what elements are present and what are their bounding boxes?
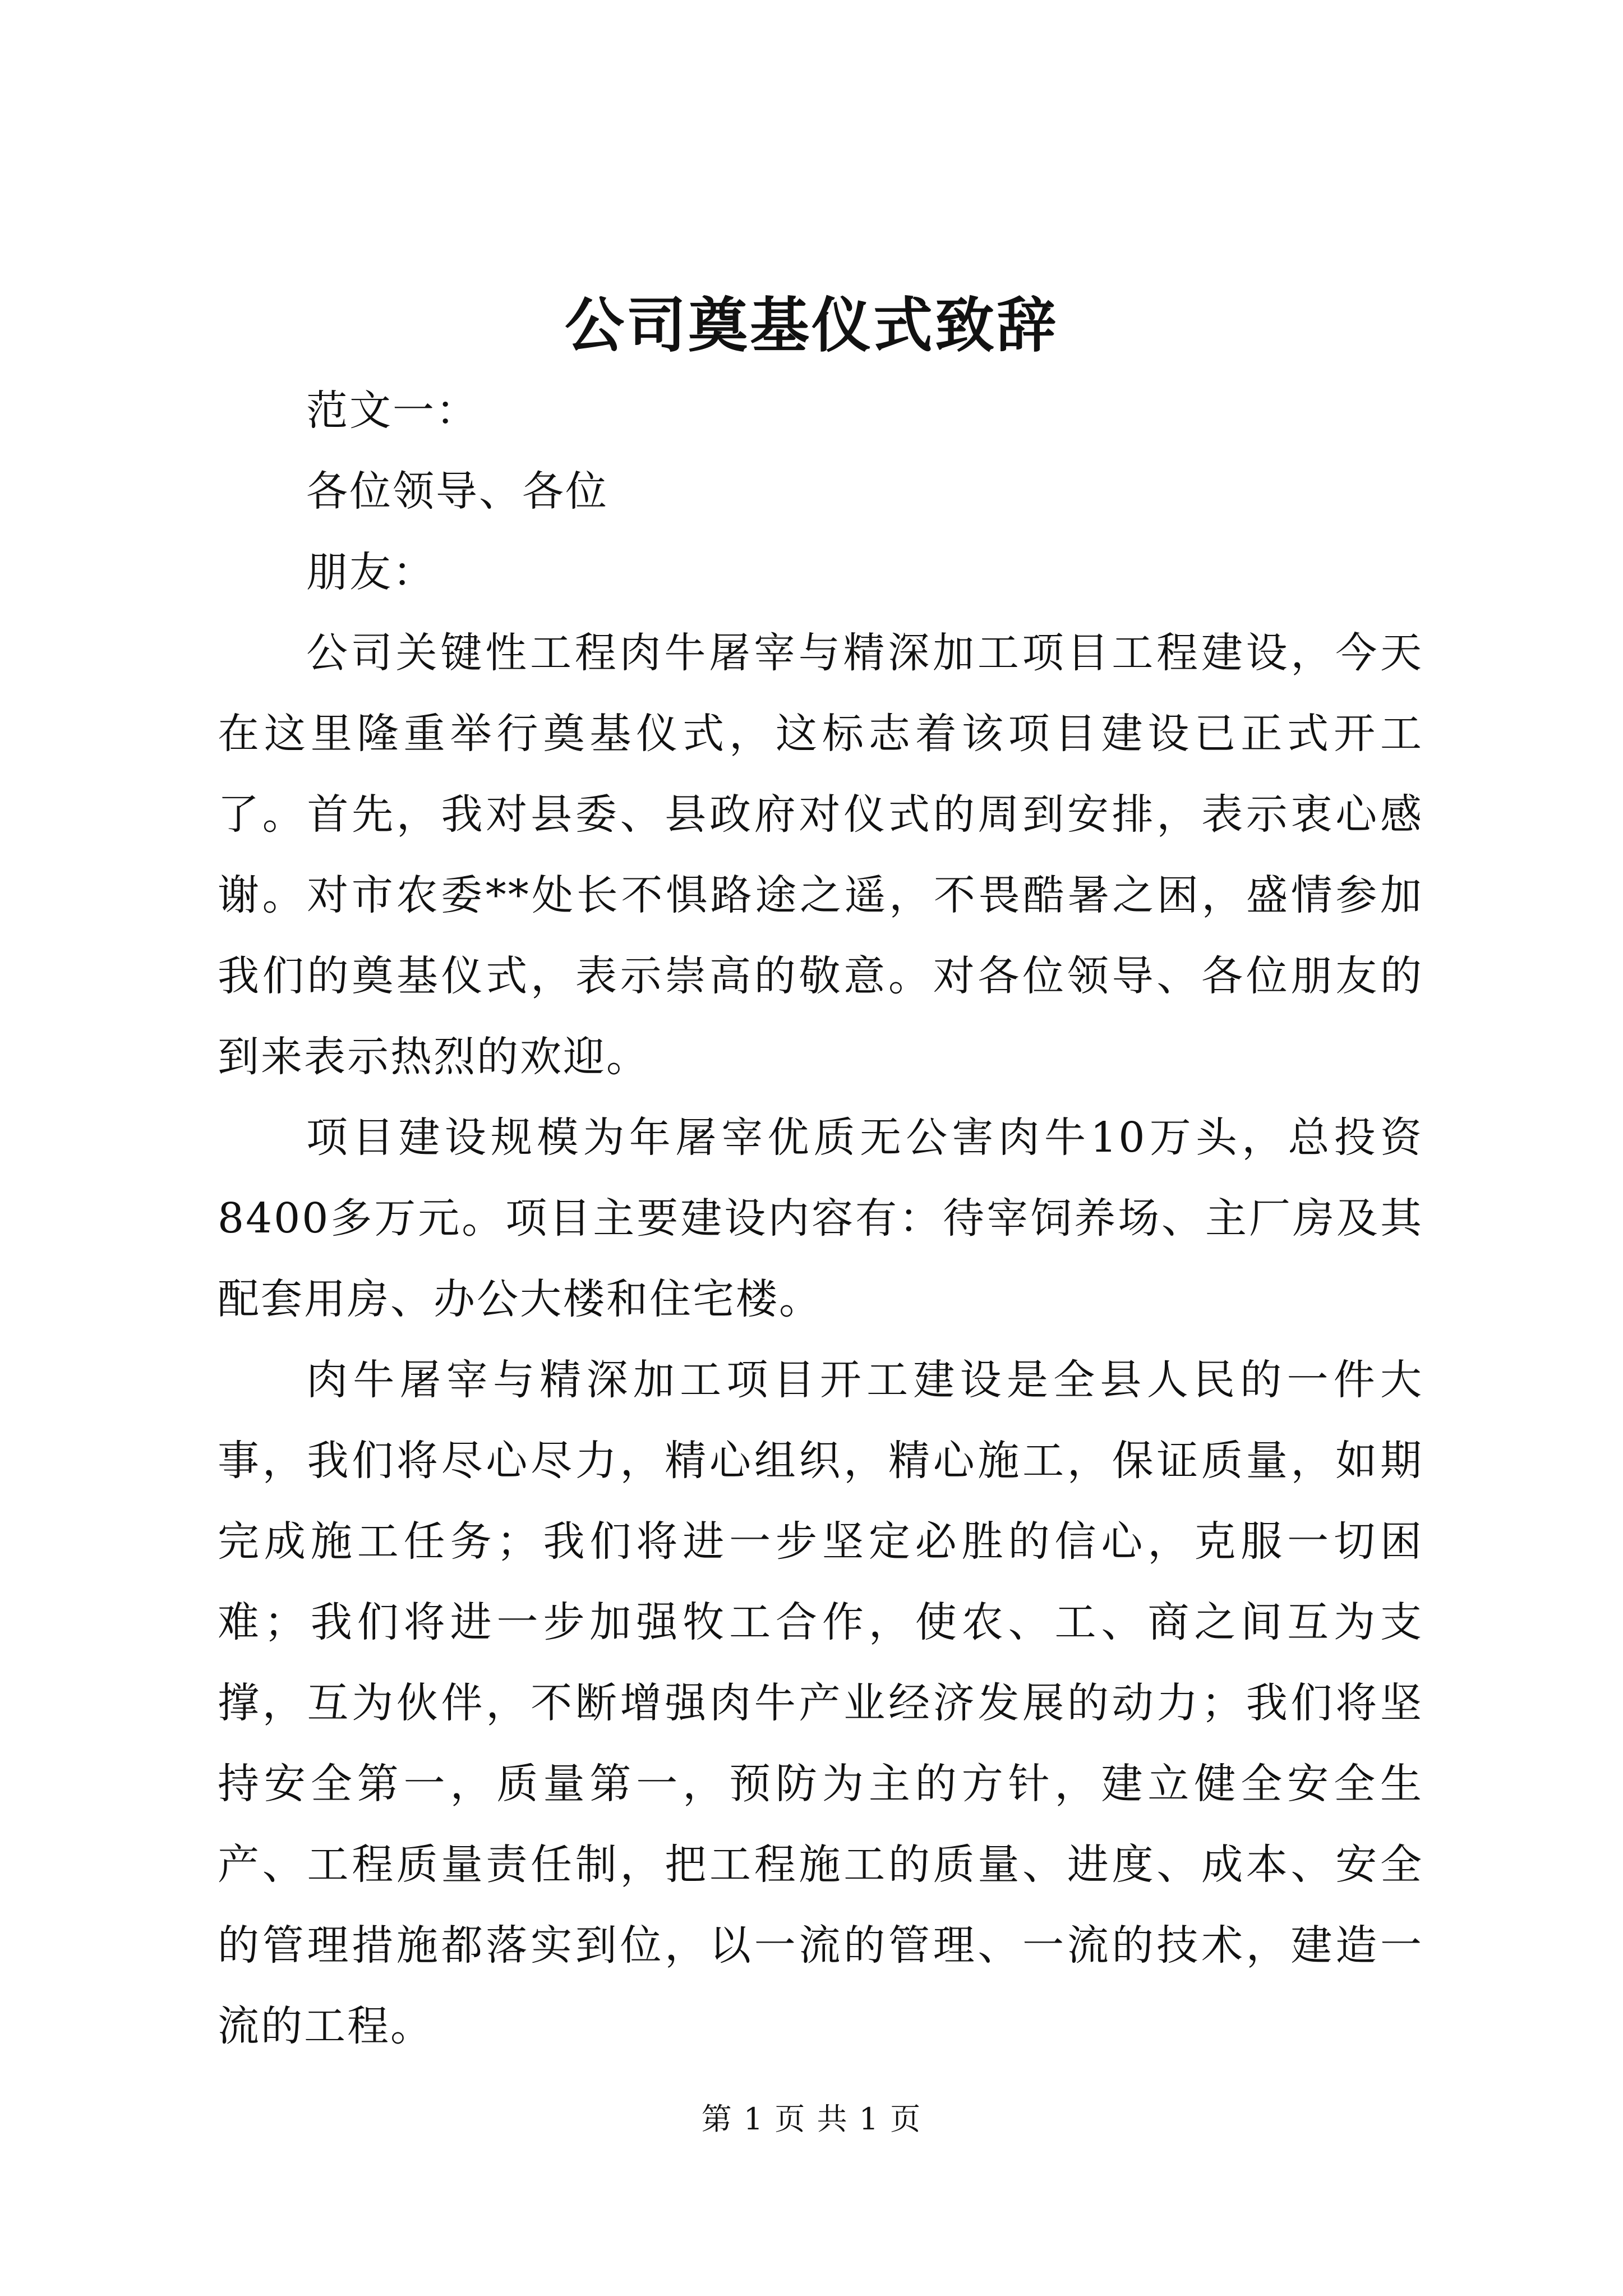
document-body	[218, 370, 1423, 2067]
page-footer: 第 1 页 共 1 页	[701, 2101, 922, 2137]
paragraph-salutation-cont: 朋友：	[306, 548, 436, 596]
paragraph-sample-label: 范文一：	[306, 386, 479, 435]
document-title: 公司奠基仪式致辞	[565, 290, 1058, 360]
paragraph-opening: 公司关键性工程肉牛屠宰与精深加工项目工程建设，今天在这里隆重举行奠基仪式，这标志着该项目建设已正式开工了。首先，我对县委、县政府对仪式的周到安排，表示衷心感谢。对市农委**处长不惧路途之遥，不畏酷暑之困，盛情参加我们的奠基仪式，表示崇高的敬意。对各位领导、各位朋友的到来表示热烈的欢迎。	[218, 629, 1423, 1081]
paragraph-salutation: 各位领导、各位	[306, 467, 608, 516]
paragraph-project-scale: 项目建设规模为年屠宰优质无公害肉牛10万头，总投资8400多万元。项目主要建设内容有：待宰饲养场、主厂房及其配套用房、办公大楼和住宅楼。	[218, 1114, 1423, 1323]
paragraph-commitment: 肉牛屠宰与精深加工项目开工建设是全县人民的一件大事，我们将尽心尽力，精心组织，精心施工，保证质量，如期完成施工任务；我们将进一步坚定必胜的信心，克服一切困难；我们将进一步加强牧工合作，使农、工、商之间互为支撑，互为伙伴，不断增强肉牛产业经济发展的动力；我们将坚持安全第一，质量第一，预防为主的方针，建立健全安全生产、工程质量责任制，把工程施工的质量、进度、成本、安全的管理措施都落实到位，以一流的管理、一流的技术，建造一流的工程。	[218, 1356, 1423, 2050]
